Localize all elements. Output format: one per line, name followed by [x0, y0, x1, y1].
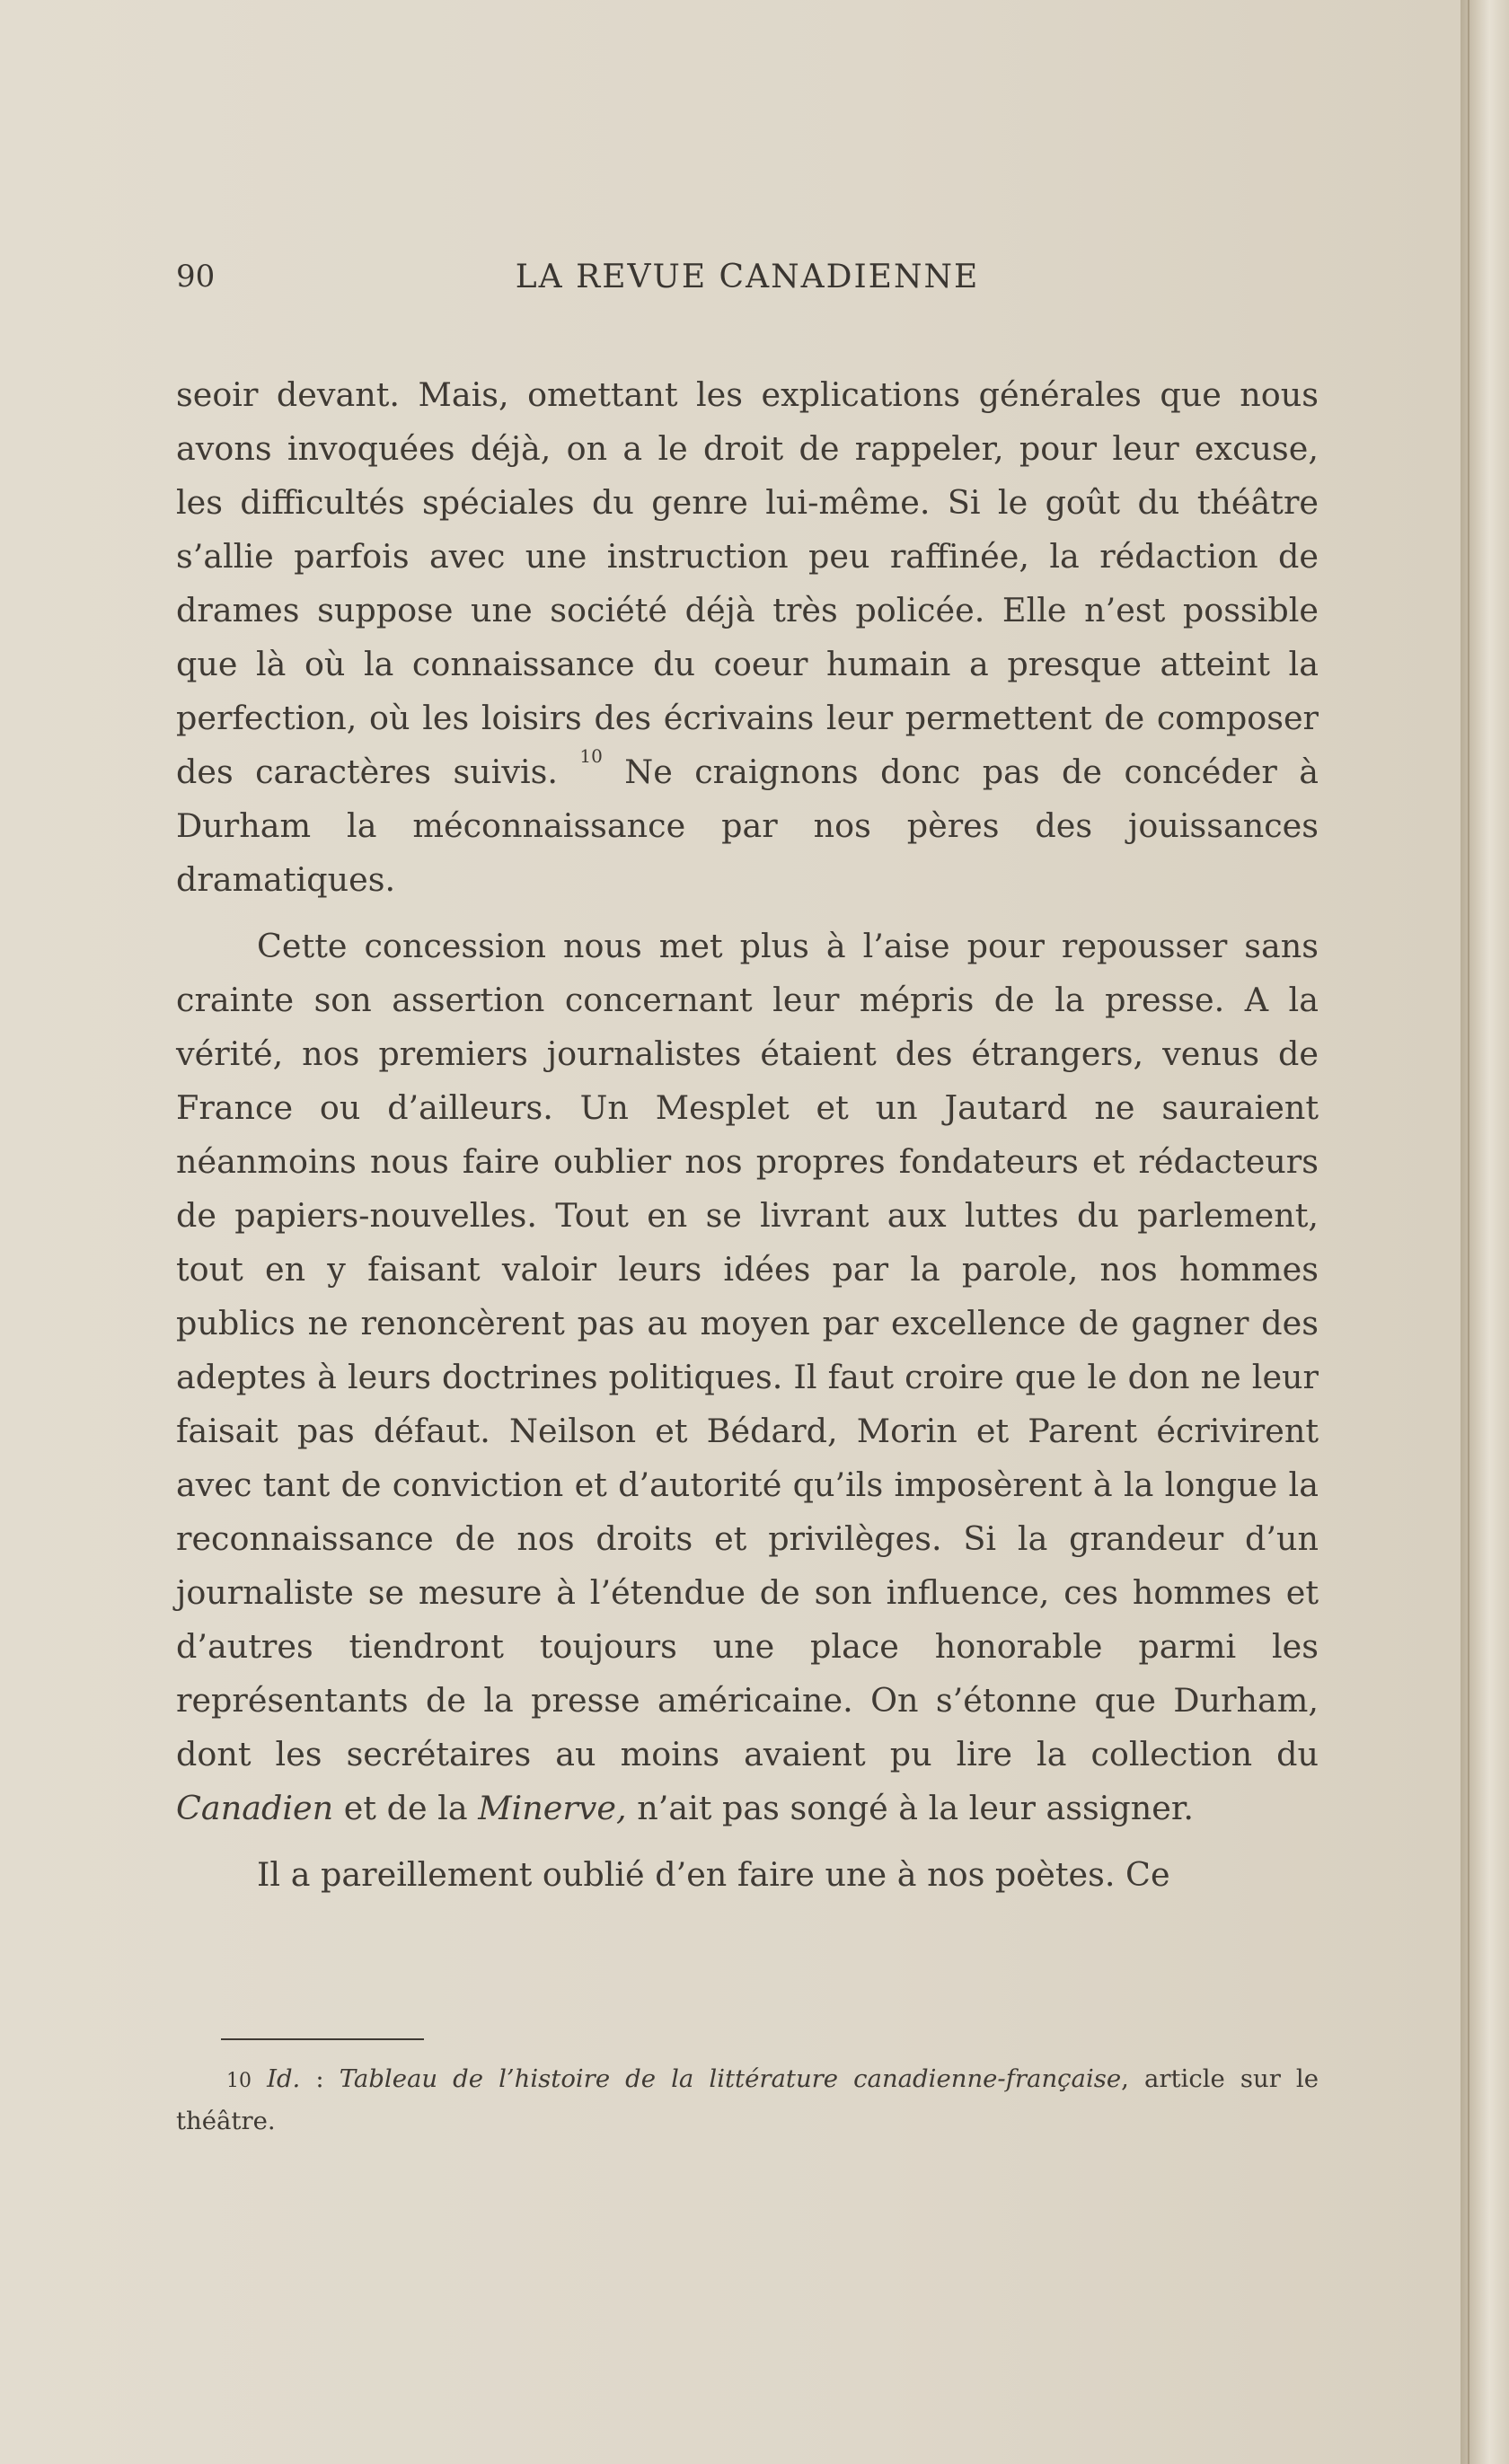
- running-head: [176, 259, 1319, 304]
- footnote-separator: :: [300, 2064, 340, 2093]
- periodical-title-canadien: Canadien: [176, 1789, 334, 1827]
- paragraph-2-text-a: Cette concession nous met plus à l’aise pour repousser sans crainte son assertion concernant leur mépris de la presse. A la vérité, nos premiers journalistes étaient des étrangers, venus de France ou d’ailleurs. Un Mesplet et un Jautard ne sauraient néanmoins nous faire oublier nos propres fondateurs et rédacteurs de papiers-nouvelles. Tout en se livrant aux luttes du parlement, tout en y faisant valoir leurs idées par la parole, nos hommes publics ne renoncèrent pas au moyen par excellence de gagner des adeptes à leurs doctrines politiques. Il faut croire que le don ne leur faisait pas défaut. Neilson et Bédard, Morin et Parent écrivirent avec tant de conviction et d’autorité qu’ils imposèrent à la longue la reconnaissance de nos droits et privilèges. Si la grandeur d’un journaliste se mesure à l’étendue de son influence, ces hommes et d’autres tiendront toujours une place honorable parmi les représentants de la presse américaine. On s’étonne que Durham, dont les secrétaires au moins avaient pu lire la collection du: [176, 927, 1319, 1773]
- paragraph-2: [176, 920, 1319, 1835]
- footnote-reference: 10: [579, 745, 603, 767]
- footnote-rule: [221, 2038, 424, 2040]
- page-edge: [1460, 0, 1509, 2464]
- footnote: [176, 2059, 1319, 2141]
- footnote-mark: 10: [226, 2070, 252, 2092]
- periodical-title-minerve: Minerve,: [478, 1789, 627, 1827]
- paragraph-2-text-c: n’ait pas songé à la leur assigner.: [626, 1789, 1194, 1827]
- footnote-label: Id.: [267, 2064, 301, 2093]
- body-text: [176, 368, 1319, 1902]
- page-number: 90: [176, 259, 216, 295]
- footnote-rest: , article sur le théâtre.: [176, 2064, 1319, 2135]
- paragraph-1: [176, 368, 1319, 907]
- footnote-cited-title: Tableau de l’histoire de la littérature canadienne-française: [339, 2064, 1122, 2093]
- paragraph-1-text-b: Ne craignons donc pas de concéder à Durham la méconnaissance par nos pères des jouissances dramatiques.: [176, 752, 1319, 899]
- paragraph-1-text-a: seoir devant. Mais, omettant les explications générales que nous avons invoquées déjà, on a le droit de rappeler, pour leur excuse, les difficultés spéciales du genre lui-même. Si le goût du théâtre s’allie parfois avec une instruction peu raffinée, la rédaction de drames suppose une société déjà très policée. Elle n’est possible que là où la connaissance du coeur humain a presque atteint la perfection, où les loisirs des écrivains leur permettent de composer des caractères suivis.: [176, 375, 1319, 791]
- paragraph-3: Il a pareillement oublié d’en faire une à nos poètes. Ce: [257, 1855, 1170, 1894]
- paragraph-2-text-b: et de la: [333, 1789, 479, 1827]
- journal-title: LA REVUE CANADIENNE: [515, 259, 980, 295]
